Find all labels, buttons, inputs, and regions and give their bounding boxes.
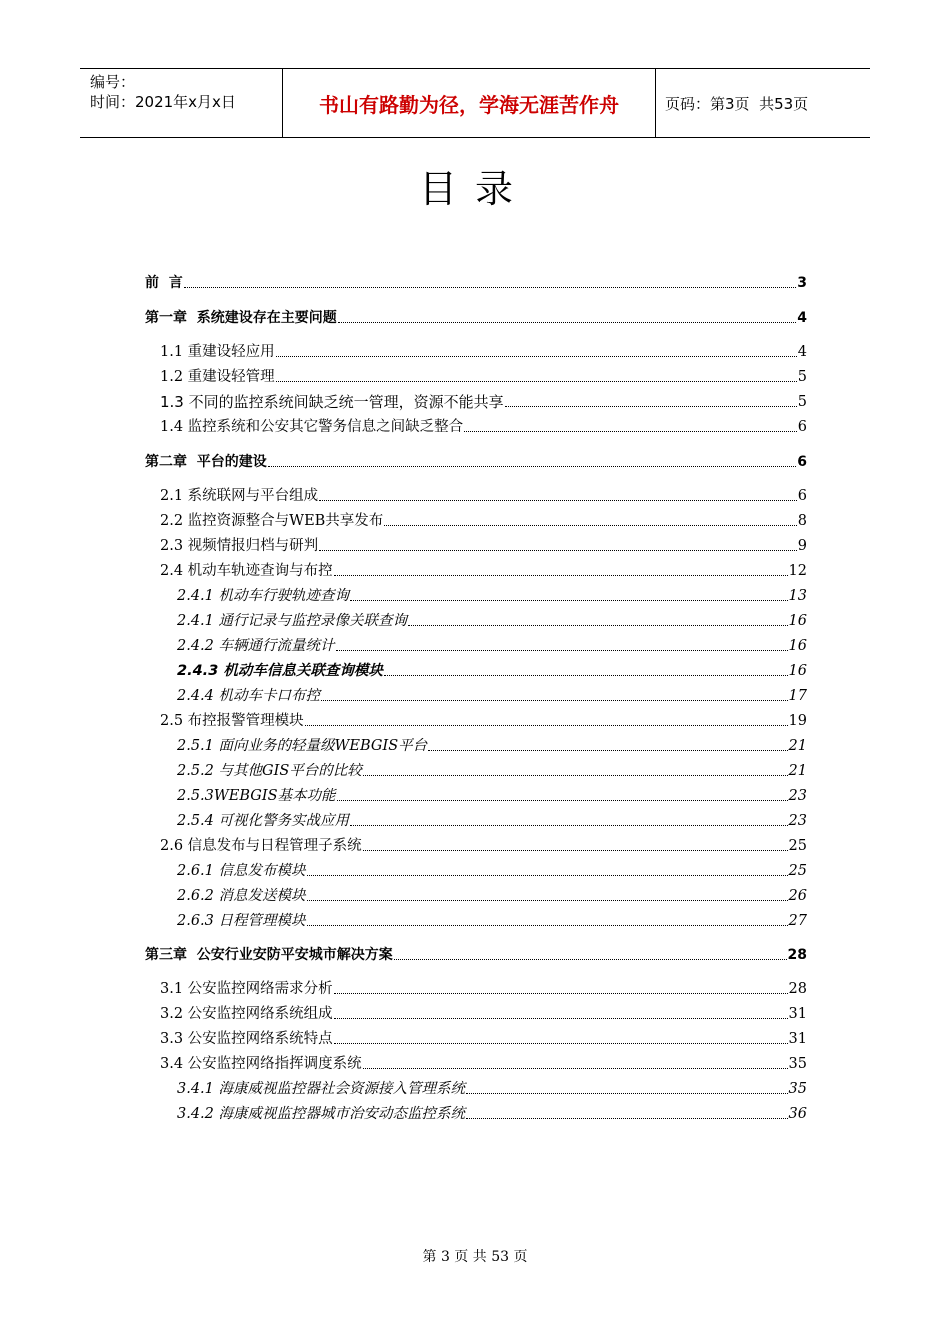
toc-entry[interactable] xyxy=(145,449,807,471)
toc-leader-dots xyxy=(337,800,788,801)
toc-leader-dots xyxy=(363,1068,788,1069)
toc-leader-dots xyxy=(307,925,788,926)
toc-leader-dots xyxy=(466,1093,788,1094)
toc-leader-dots xyxy=(276,381,797,382)
toc-leader-dots xyxy=(394,959,787,960)
toc-entry[interactable] xyxy=(160,558,807,580)
toc-entry-page: 9 xyxy=(797,538,807,554)
toc-entry-page: 23 xyxy=(788,813,807,829)
toc-entry-page: 4 xyxy=(797,344,807,360)
toc-entry[interactable] xyxy=(177,633,807,655)
toc-entry-title: 2.2 监控资源整合与WEB共享发布 xyxy=(160,513,384,529)
toc-entry[interactable] xyxy=(177,783,807,805)
toc-entry-page: 13 xyxy=(788,588,807,604)
toc-entry-page: 27 xyxy=(788,913,807,929)
toc-entry[interactable] xyxy=(177,808,807,830)
toc-leader-dots xyxy=(464,431,797,432)
toc-entry-page: 5 xyxy=(797,369,807,385)
toc-entry-page: 6 xyxy=(797,488,807,504)
toc-entry[interactable] xyxy=(160,483,807,505)
toc-entry-page: 4 xyxy=(797,310,807,326)
toc-entry-page: 6 xyxy=(797,419,807,435)
toc-entry-page: 8 xyxy=(797,513,807,529)
toc-leader-dots xyxy=(319,500,797,501)
toc-entry-title: 2.6 信息发布与日程管理子系统 xyxy=(160,838,362,854)
toc-leader-dots xyxy=(336,650,788,651)
toc-entry[interactable] xyxy=(177,658,807,680)
toc-entry[interactable] xyxy=(177,758,807,780)
toc-entry[interactable] xyxy=(160,533,807,555)
toc-entry-page: 12 xyxy=(788,563,807,579)
toc-entry-title: 1.2 重建设轻管理 xyxy=(160,369,275,385)
toc-entry-title: 1.4 监控系统和公安其它警务信息之间缺乏整合 xyxy=(160,419,464,435)
toc-entry-page: 21 xyxy=(788,763,807,779)
toc-entry-title: 2.5 布控报警管理模块 xyxy=(160,713,304,729)
toc-entry-title: 1.1 重建设轻应用 xyxy=(160,344,275,360)
toc-entry[interactable] xyxy=(160,389,807,411)
toc-entry-page: 35 xyxy=(788,1056,807,1072)
toc-leader-dots xyxy=(334,1043,788,1044)
header-motto: 书山有路勤为径，学海无涯苦作舟 xyxy=(282,69,656,137)
toc-entry-title: 第一章 系统建设存在主要问题 xyxy=(145,310,337,326)
toc-leader-dots xyxy=(384,525,796,526)
toc-entry-title: 2.4.2 车辆通行流量统计 xyxy=(177,638,335,654)
toc-entry-page: 6 xyxy=(797,454,807,470)
toc-entry-page: 17 xyxy=(788,688,807,704)
toc-entry-title: 2.5.3WEBGIS基本功能 xyxy=(177,788,336,804)
toc-entry-page: 23 xyxy=(788,788,807,804)
toc-entry-page: 31 xyxy=(788,1006,807,1022)
toc-leader-dots xyxy=(363,850,788,851)
toc-entry-title: 2.3 视频情报归档与研判 xyxy=(160,538,319,554)
toc-entry-title: 3.3 公安监控网络系统特点 xyxy=(160,1031,333,1047)
toc-leader-dots xyxy=(334,575,788,576)
toc-entry-title: 2.4.4 机动车卡口布控 xyxy=(177,688,321,704)
toc-entry[interactable] xyxy=(145,270,807,292)
toc-entry[interactable] xyxy=(160,508,807,530)
header-page-label: 页码：第3页 共53页 xyxy=(665,94,809,113)
toc-entry-page: 36 xyxy=(788,1106,807,1122)
toc-entry-page: 28 xyxy=(788,981,807,997)
toc-entry[interactable] xyxy=(160,364,807,386)
toc-entry-page: 21 xyxy=(788,738,807,754)
toc-leader-dots xyxy=(334,1018,788,1019)
toc-entry[interactable] xyxy=(177,1076,807,1098)
toc-entry-page: 28 xyxy=(787,947,807,963)
toc-entry-title: 2.5.1 面向业务的轻量级WEBGIS平台 xyxy=(177,738,428,754)
toc-leader-dots xyxy=(319,550,797,551)
toc-entry-page: 16 xyxy=(788,663,807,679)
toc-entry-title: 3.4 公安监控网络指挥调度系统 xyxy=(160,1056,362,1072)
toc-leader-dots xyxy=(428,750,787,751)
toc-entry-page: 31 xyxy=(788,1031,807,1047)
toc-leader-dots xyxy=(466,1118,788,1119)
toc-leader-dots xyxy=(338,322,797,323)
toc-entry-title: 2.1 系统联网与平台组成 xyxy=(160,488,319,504)
toc-entry[interactable] xyxy=(145,305,807,327)
toc-leader-dots xyxy=(384,675,788,676)
header-page-cell xyxy=(655,69,870,137)
toc-entry[interactable] xyxy=(160,708,807,730)
toc-entry[interactable] xyxy=(160,1001,807,1023)
toc-entry[interactable] xyxy=(177,733,807,755)
toc-entry[interactable] xyxy=(160,833,807,855)
toc-entry-page: 5 xyxy=(797,394,807,410)
toc-entry[interactable] xyxy=(177,1101,807,1123)
toc-entry[interactable] xyxy=(145,942,807,964)
toc-entry-title: 3.2 公安监控网络系统组成 xyxy=(160,1006,333,1022)
toc-entry-page: 26 xyxy=(788,888,807,904)
page-footer: 第 3 页 共 53 页 xyxy=(422,1249,528,1265)
toc-entry-title: 3.1 公安监控网络需求分析 xyxy=(160,981,333,997)
toc-entry-page: 25 xyxy=(788,863,807,879)
toc-entry-page: 25 xyxy=(788,838,807,854)
toc-entry-title: 2.4.1 机动车行驶轨迹查询 xyxy=(177,588,350,604)
toc-leader-dots xyxy=(408,625,788,626)
toc-leader-dots xyxy=(321,700,788,701)
toc-entry-title: 1.3 不同的监控系统间缺乏统一管理，资源不能共享 xyxy=(160,393,504,411)
toc-leader-dots xyxy=(334,993,788,994)
toc-leader-dots xyxy=(307,875,788,876)
toc-entry[interactable] xyxy=(160,414,807,436)
toc-entry[interactable] xyxy=(177,608,807,630)
document-number-label: 编号： xyxy=(90,73,136,91)
toc-leader-dots xyxy=(184,287,797,288)
toc-entry[interactable] xyxy=(160,1051,807,1073)
toc-entry-page: 19 xyxy=(788,713,807,729)
toc-entry-title: 2.4 机动车轨迹查询与布控 xyxy=(160,563,333,579)
toc-entry-title: 2.5.2 与其他GIS平台的比较 xyxy=(177,763,362,779)
toc-entry-page: 35 xyxy=(788,1081,807,1097)
toc-entry[interactable] xyxy=(177,908,807,930)
toc-entry[interactable] xyxy=(160,1026,807,1048)
toc-entry[interactable] xyxy=(177,883,807,905)
toc-entry-page: 16 xyxy=(788,638,807,654)
toc-leader-dots xyxy=(305,725,788,726)
toc-leader-dots xyxy=(350,600,788,601)
toc-entry[interactable] xyxy=(177,683,807,705)
toc-leader-dots xyxy=(505,406,797,407)
page-header xyxy=(80,68,870,138)
toc-entry[interactable] xyxy=(177,583,807,605)
toc-entry[interactable] xyxy=(160,339,807,361)
document-time-label: 时间：2021年x月x日 xyxy=(90,93,236,111)
toc-entry-title: 3.4.1 海康威视监控器社会资源接入管理系统 xyxy=(177,1081,466,1097)
toc-leader-dots xyxy=(307,900,788,901)
toc-entry-page: 3 xyxy=(797,275,807,291)
toc-entry-title: 3.4.2 海康威视监控器城市治安动态监控系统 xyxy=(177,1106,466,1122)
toc-leader-dots xyxy=(268,466,797,467)
toc-entry-title: 第三章 公安行业安防平安城市解决方案 xyxy=(145,947,393,963)
toc-entry-title: 2.6.1 信息发布模块 xyxy=(177,863,306,879)
toc-entry-title: 2.6.3 日程管理模块 xyxy=(177,913,306,929)
toc-leader-dots xyxy=(276,356,797,357)
header-info-cell xyxy=(80,69,282,137)
toc-entry-title: 第二章 平台的建设 xyxy=(145,454,267,470)
toc-entry-title: 2.6.2 消息发送模块 xyxy=(177,888,306,904)
toc-entry-title: 前 言 xyxy=(145,275,183,291)
toc-entry-title: 2.4.3 机动车信息关联查询模块 xyxy=(177,663,383,679)
toc-leader-dots xyxy=(350,825,788,826)
toc-entry-title: 2.4.1 通行记录与监控录像关联查询 xyxy=(177,613,408,629)
toc-entry-page: 16 xyxy=(788,613,807,629)
toc-entry[interactable] xyxy=(177,858,807,880)
toc-leader-dots xyxy=(363,775,788,776)
toc-entry-title: 2.5.4 可视化警务实战应用 xyxy=(177,813,350,829)
page-title: 目录 xyxy=(418,167,531,211)
toc-entry[interactable] xyxy=(160,976,807,998)
